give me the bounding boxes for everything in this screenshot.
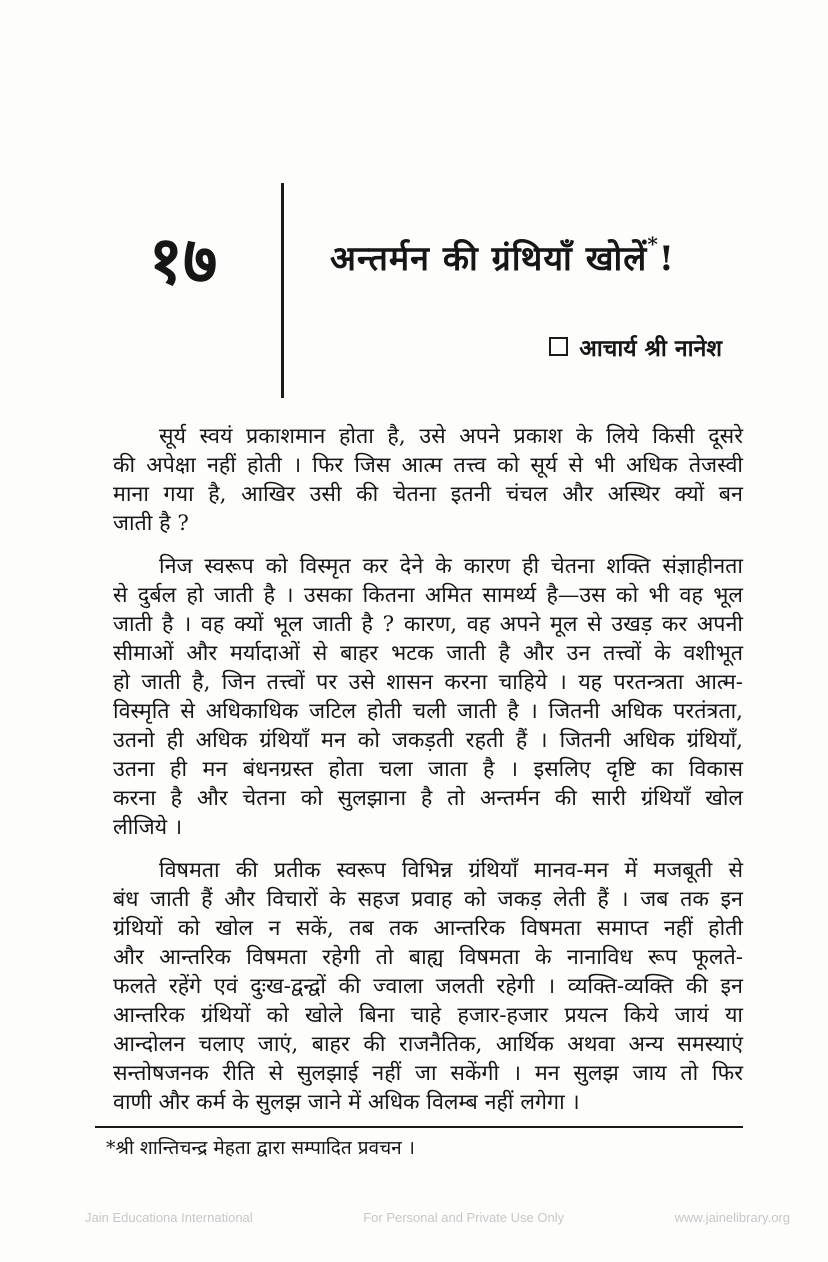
paragraph-3 xyxy=(113,856,743,1117)
text-line: लीजिये । xyxy=(113,815,183,840)
text-line: और आन्तरिक विषमता रहेगी तो बाह्य विषमता के नानाविध रूप फूलते- xyxy=(113,945,743,970)
text-line: जाती है ? xyxy=(113,511,189,536)
text-line: फलते रहेंगे एवं दुःख-द्वन्द्वों की ज्वाला जलती रहेगी । व्यक्ति-व्यक्ति की इन xyxy=(113,974,743,999)
text-line: सन्तोषजनक रीति से सुलझाई नहीं जा सकेंगी । मन सुलझ जाय तो फिर xyxy=(113,1061,743,1086)
text-line: उतना ही मन बंधनग्रस्त होता चला जाता है । इसलिए दृष्टि का विकास xyxy=(113,757,743,782)
scan-footer xyxy=(0,1210,828,1225)
text-line: उतनो ही अधिक ग्रंथियाँ मन को जकड़ती रहती हैं । जितनी अधिक ग्रंथियाँ, xyxy=(113,728,743,753)
text-line: आन्दोलन चलाए जाएं, बाहर की राजनैतिक, आर्थिक अथवा अन्य समस्याएं xyxy=(113,1032,743,1057)
author-square-icon xyxy=(549,337,568,356)
chapter-divider-line xyxy=(281,183,284,398)
footnote-asterisk-marker: * xyxy=(647,232,659,256)
footnote-rule xyxy=(95,1126,743,1128)
text-line: बंध जाती हैं और विचारों के सहज प्रवाह को जकड़ लेती हैं । जब तक इन xyxy=(113,887,743,912)
paragraph-1 xyxy=(113,422,743,538)
text-line: विस्मृति से अधिकाधिक जटिल होती चली जाती है । जितनी अधिक परतंत्रता, xyxy=(113,699,743,724)
author-name: आचार्य श्री नानेश xyxy=(579,335,722,362)
text-line: से दुर्बल हो जाती है । उसका कितना अमित सामर्थ्य है—उस को भी वह भूल xyxy=(113,583,743,608)
text-line: करना है और चेतना को सुलझाना है तो अन्तर्मन की सारी ग्रंथियाँ खोल xyxy=(113,786,743,811)
paragraph-2 xyxy=(113,552,743,842)
text-line: माना गया है, आखिर उसी की चेतना इतनी चंचल और अस्थिर क्यों बन xyxy=(113,482,743,507)
text-line: निज स्वरूप को विस्मृत कर देने के कारण ही चेतना शक्ति संज्ञाहीनता xyxy=(159,554,743,579)
footer-right-link[interactable]: www.jainelibrary.org xyxy=(674,1210,790,1225)
text-line: की अपेक्षा नहीं होती । फिर जिस आत्म तत्त्व को सूर्य से भी अधिक तेजस्वी xyxy=(113,453,743,478)
chapter-title xyxy=(330,234,675,280)
text-line: ग्रंथियों को खोल न सकें, तब तक आन्तरिक विषमता समाप्त नहीं होती xyxy=(113,916,743,941)
chapter-title-text: अन्तर्मन की ग्रंथियाँ खोलें xyxy=(330,239,648,279)
body-text xyxy=(113,422,743,1117)
text-line: विषमता की प्रतीक स्वरूप विभिन्न ग्रंथियाँ मानव-मन में मजबूती से xyxy=(159,858,743,883)
chapter-title-exclaim: ! xyxy=(658,239,675,279)
text-line: वाणी और कर्म के सुलझ जाने में अधिक विलम्ब नहीं लगेगा । xyxy=(113,1090,580,1115)
text-line: सीमाओं और मर्यादाओं से बाहर भटक जाती है और उन तत्त्वों के वशीभूत xyxy=(113,641,743,666)
text-line: हो जाती है, जिन तत्त्वों पर उसे शासन करना चाहिये । यह परतन्त्रता आत्म- xyxy=(113,670,743,695)
footer-left-text: Jain Educationa International xyxy=(85,1210,253,1225)
chapter-number: १७ xyxy=(148,221,218,299)
text-line: आन्तरिक ग्रंथियों को खोले बिना चाहे हजार-हजार प्रयत्न किये जायं या xyxy=(113,1003,743,1028)
footer-center-text: For Personal and Private Use Only xyxy=(363,1210,565,1225)
footnote-text: *श्री शान्तिचन्द्र मेहता द्वारा सम्पादित प्रवचन । xyxy=(106,1137,415,1159)
text-line: जाती है । वह क्यों भूल जाती है ? कारण, वह अपने मूल से उखड़ कर अपनी xyxy=(113,612,743,637)
text-line: सूर्य स्वयं प्रकाशमान होता है, उसे अपने प्रकाश के लिये किसी दूसरे xyxy=(159,424,743,449)
author-line xyxy=(549,331,722,363)
